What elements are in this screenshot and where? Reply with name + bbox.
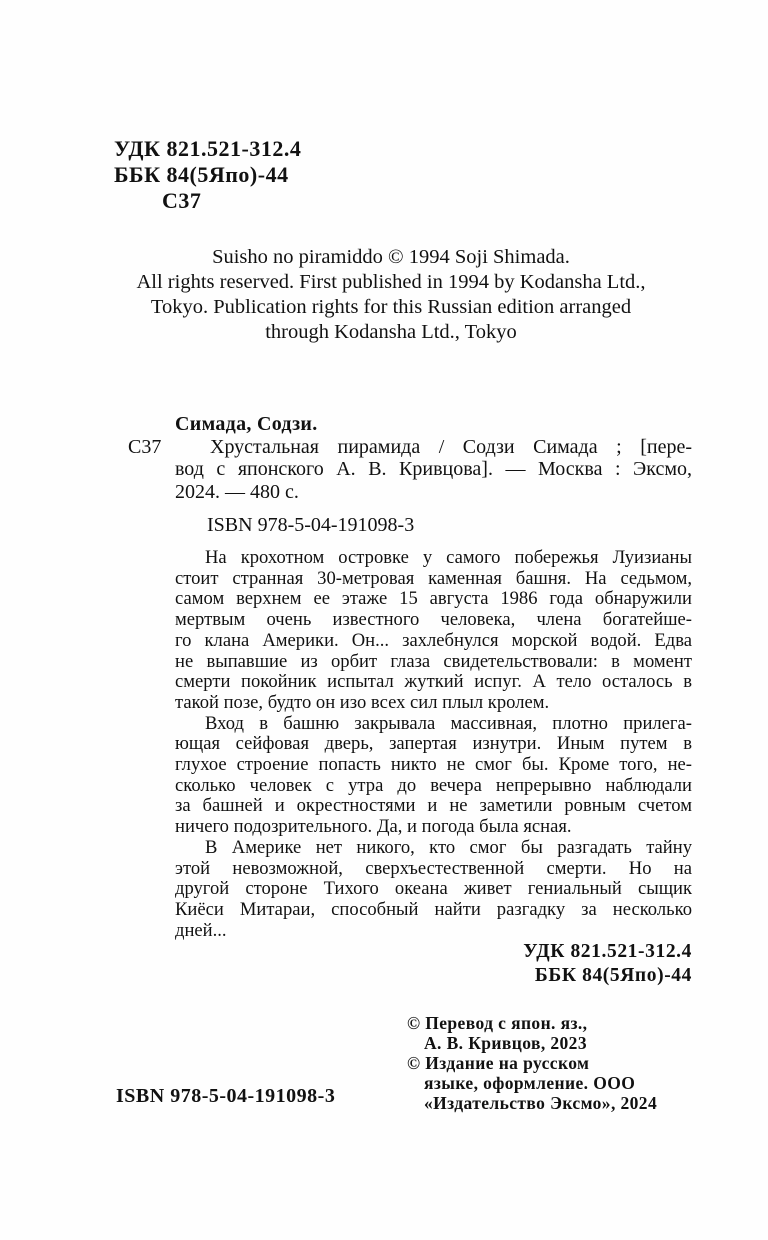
annotation-line: другой стороне Тихого океана живет гениальный сыщик: [175, 878, 692, 900]
copyright-line: «Издательство Эксмо», 2024: [424, 1093, 658, 1113]
bib-line: вод с японского А. В. Кривцова]. — Москва : Эксмо,: [175, 458, 692, 480]
top-classification-codes: [114, 136, 301, 214]
annotation-line: не выпавшие из орбит глаза свидетельствовали: в момент: [175, 650, 692, 672]
udk-code: УДК 821.521-312.4: [114, 136, 302, 161]
annotation-line: глухое строение попасть никто не смог бы. Кроме того, не-: [175, 754, 692, 776]
foreign-copyright-line: Tokyo. Publication rights for this Russian edition arranged: [150, 296, 632, 318]
bib-line: Хрустальная пирамида / Содзи Симада ; [пере-: [210, 435, 692, 458]
isbn-number: ISBN 978-5-04-191098-3: [207, 514, 415, 536]
udk-code: УДК 821.521-312.4: [523, 941, 692, 962]
bottom-classification-codes: [523, 940, 692, 987]
copyright-line: А. В. Кривцов, 2023: [424, 1033, 587, 1053]
book-annotation: [175, 548, 692, 941]
foreign-copyright-line: Suisho no piramiddo © 1994 Soji Shimada.: [212, 246, 570, 268]
bibliographic-record: [128, 413, 692, 537]
foreign-copyright-line: All rights reserved. First published in 1994 by Kodansha Ltd.,: [136, 271, 646, 293]
bbk-code: ББК 84(5Япо)-44: [534, 964, 692, 986]
annotation-line: На крохотном островке у самого побережья Луизианы: [205, 547, 692, 568]
annotation-paragraph: [175, 838, 692, 942]
annotation-line: мертвым очень известного человека, члена богатейше-: [175, 609, 692, 631]
author-sign: С37: [128, 435, 162, 458]
foreign-copyright-line: through Kodansha Ltd., Tokyo: [265, 321, 517, 343]
foreign-copyright-notice: [90, 245, 692, 345]
annotation-line: такой позе, будто он изо всех сил плыл кролем.: [175, 691, 550, 713]
annotation-line: Вход в башню закрывала массивная, плотно прилега-: [205, 712, 692, 734]
annotation-line: сколько человек с утра до вечера непрерывно наблюдали: [175, 774, 692, 796]
annotation-paragraph: [175, 548, 692, 714]
bibliographic-description: [128, 436, 692, 537]
annotation-line: за башней и окрестностями и не заметили ровным счетом: [175, 795, 692, 817]
annotation-line: ничего подозрительного. Да, и погода была ясная.: [175, 816, 572, 838]
bib-line: 2024. — 480 с.: [175, 480, 299, 503]
annotation-line: стоит странная 30-метровая каменная башня. На седьмом,: [175, 567, 692, 589]
isbn-number: ISBN 978-5-04-191098-3: [116, 1085, 336, 1107]
bbk-code: ББК 84(5Япо)-44: [114, 162, 289, 187]
copyright-notices: [407, 1013, 717, 1113]
annotation-line: го клана Америки. Он... захлебнулся морской водой. Едва: [175, 629, 692, 651]
copyright-line: © Перевод с япон. яз.,: [407, 1013, 588, 1033]
annotation-line: смерти покойник испытал жуткий испуг. А тело осталось в: [175, 671, 692, 693]
copyright-line: © Издание на русском: [407, 1053, 590, 1073]
annotation-line: самом верхнем ее этаже 15 августа 1986 года обнаружили: [175, 588, 692, 610]
annotation-line: дней...: [175, 919, 227, 941]
author-heading: Симада, Содзи.: [175, 413, 318, 435]
copyright-line: языке, оформление. ООО: [424, 1073, 636, 1093]
author-sign: С37: [162, 188, 202, 213]
annotation-line: ющая сейфовая дверь, запертая изнутри. Иным путем в: [175, 733, 692, 755]
annotation-line: Киёси Митараи, способный найти разгадку за несколько: [175, 898, 692, 920]
annotation-line: В Америке нет никого, кто смог бы разгадать тайну: [205, 836, 692, 858]
annotation-paragraph: [175, 714, 692, 838]
annotation-line: этой невозможной, сверхъестественной смерти. Но на: [175, 857, 692, 879]
